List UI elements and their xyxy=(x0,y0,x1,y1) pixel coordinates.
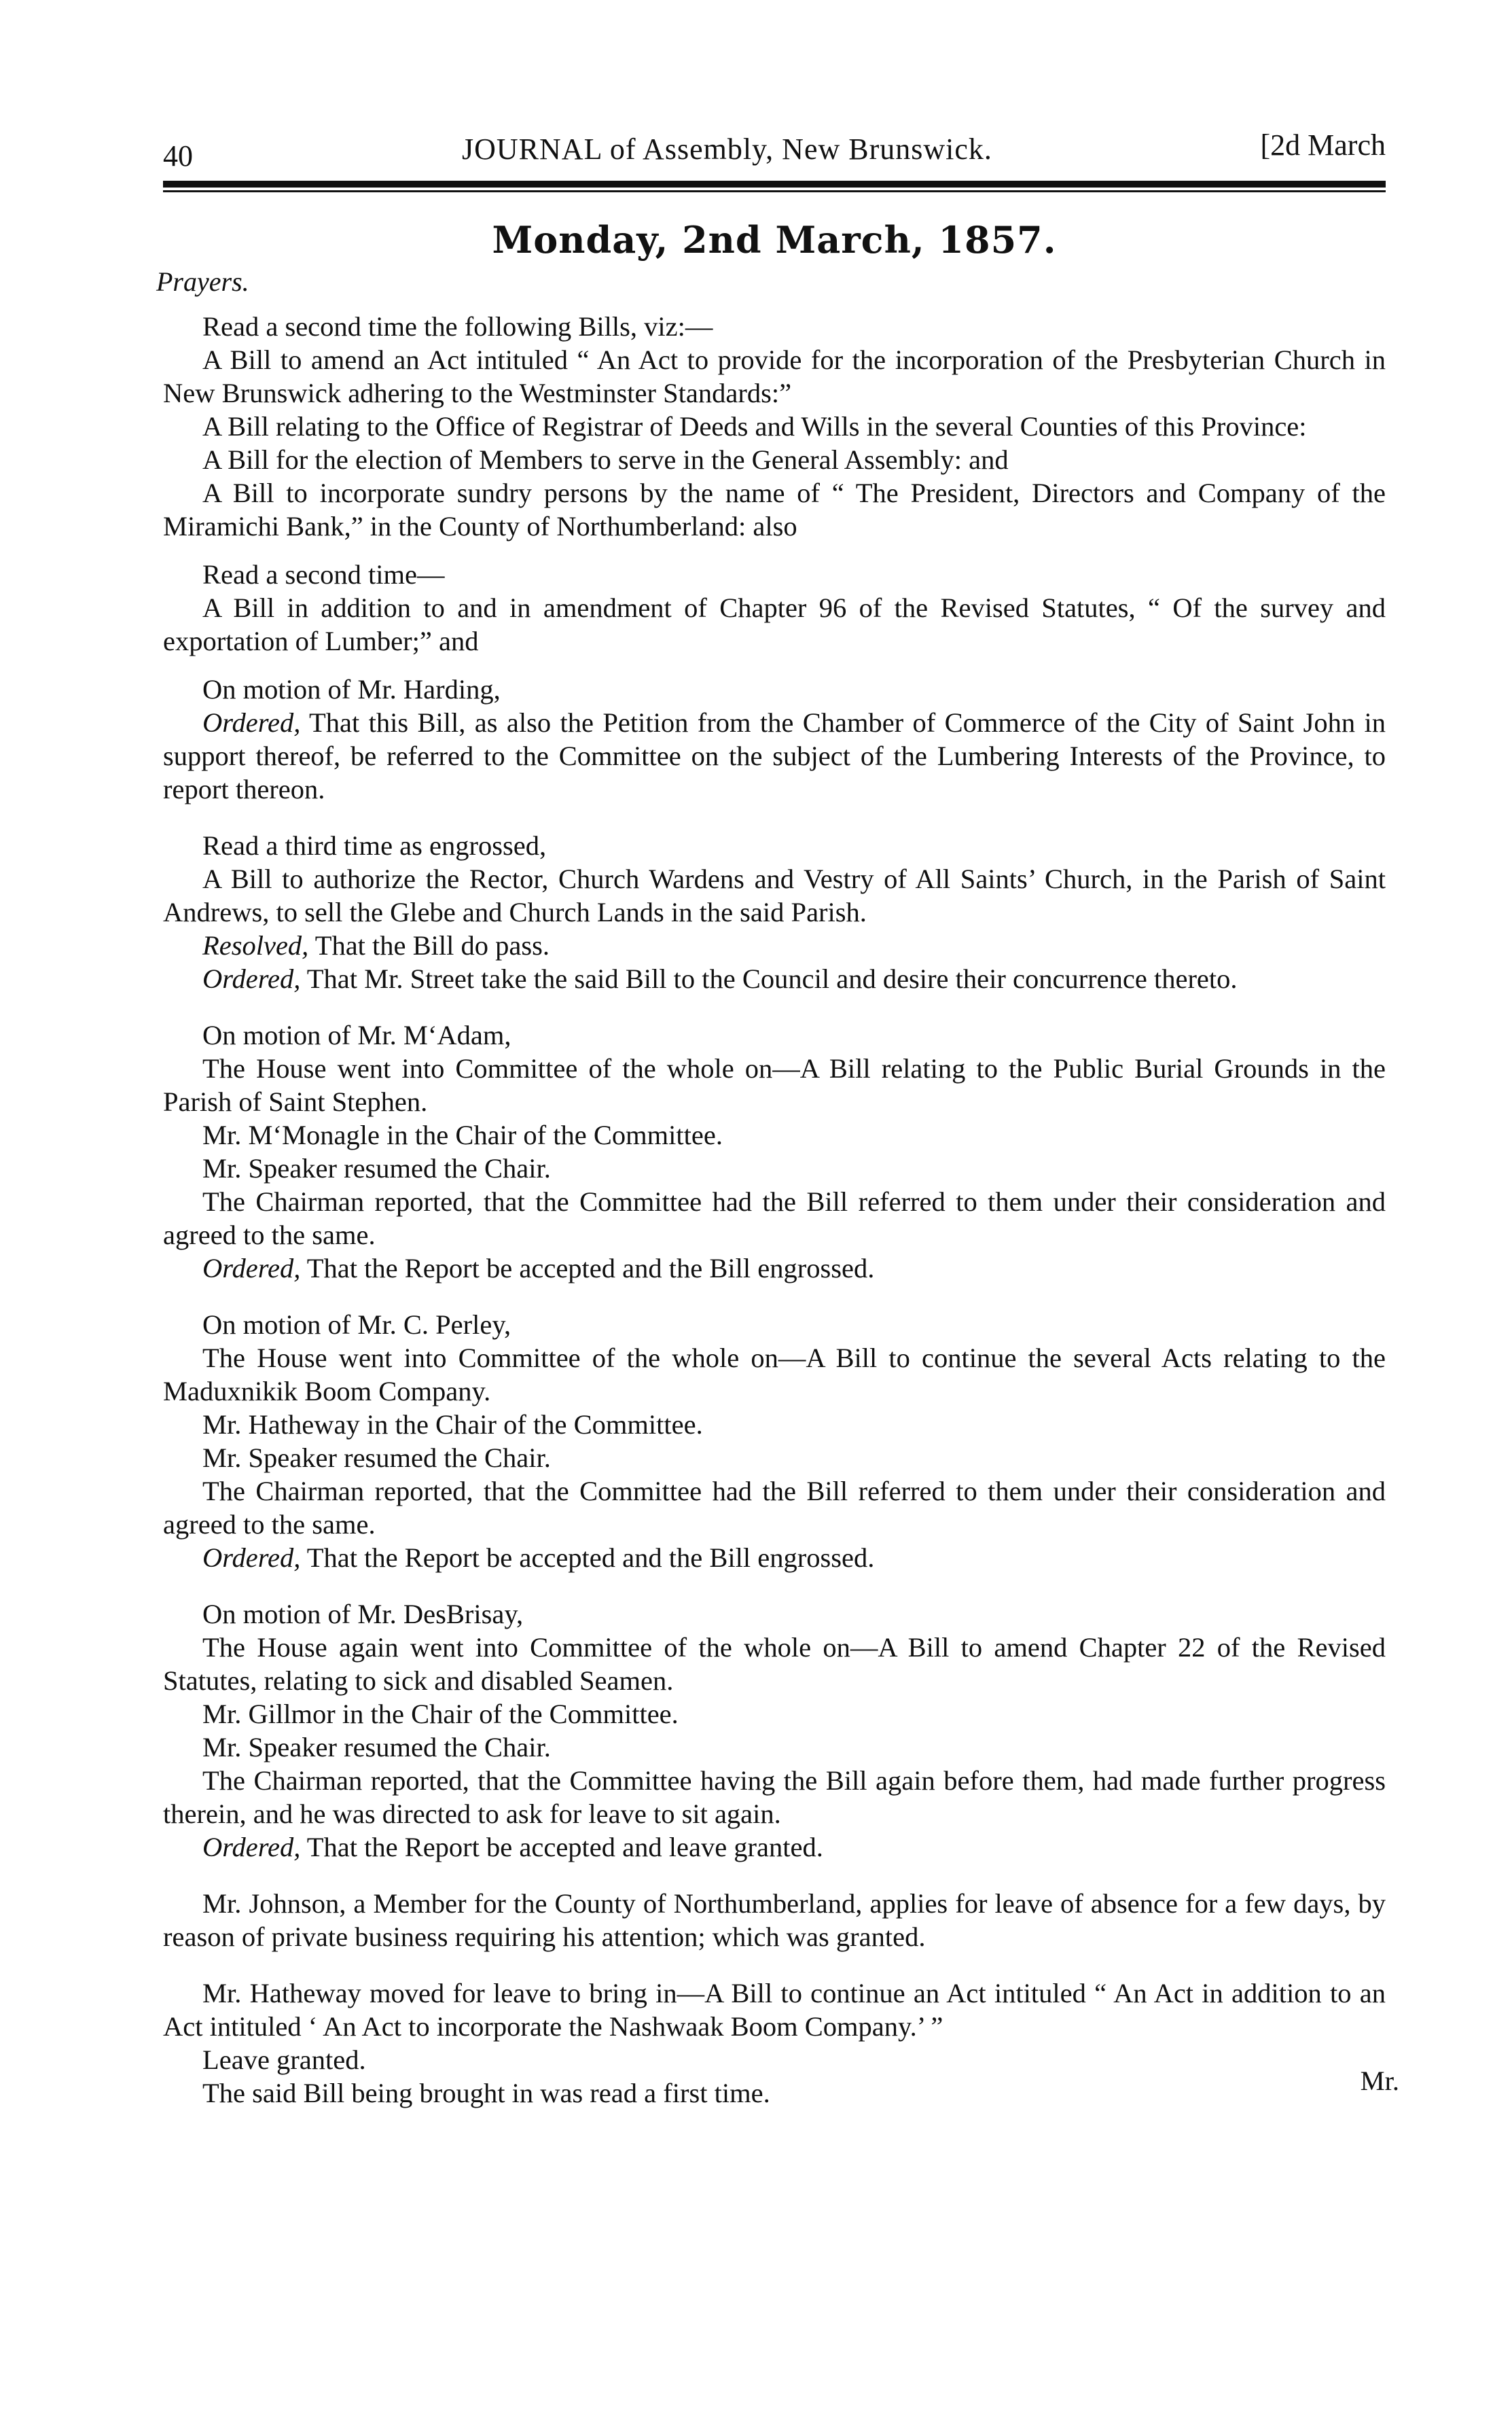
paragraph: The Chairman reported, that the Committee had the Bill referred to them under their consideration and agreed to the same. xyxy=(163,1186,1386,1250)
date-heading: Monday, 2nd March, 1857. xyxy=(492,218,1057,262)
paragraph: Read a second time— xyxy=(202,559,445,590)
paragraph: A Bill for the election of Members to serve in the General Assembly: and xyxy=(202,444,1009,475)
paragraph: Mr. Speaker resumed the Chair. xyxy=(202,1732,551,1762)
paragraph: Ordered, That Mr. Street take the said Bill to the Council and desire their concurrence thereto. xyxy=(202,963,1238,994)
paragraph: A Bill to authorize the Rector, Church Wardens and Vestry of All Saints’ Church, in the Parish of Saint Andrews, to sell the Glebe and Church Lands in the said Parish. xyxy=(163,864,1386,927)
paragraph: The said Bill being brought in was read a first time. Mr. xyxy=(202,2066,1399,2108)
paragraph: The Chairman reported, that the Committee having the Bill again before them, had made further progress therein, and he was directed to ask for leave to sit again. xyxy=(163,1765,1386,1829)
paragraph: Mr. Johnson, a Member for the County of Northumberland, applies for leave of absence for a few days, by reason of private business requiring his attention; which was granted. xyxy=(163,1888,1386,1952)
paragraph: Mr. Hatheway in the Chair of the Committee. xyxy=(202,1409,703,1440)
page-number: 40 xyxy=(163,139,193,173)
paragraph: Mr. Hatheway moved for leave to bring in—A Bill to continue an Act intituled “ An Act in addition to an Act intituled ‘ An Act to incorporate the Nashwaak Boom Company.’ ” xyxy=(163,1978,1386,2042)
journal-title: JOURNAL of Assembly, New Brunswick. xyxy=(462,132,992,166)
paragraph: Resolved, That the Bill do pass. xyxy=(202,930,550,961)
paragraph: The Chairman reported, that the Committee had the Bill referred to them under their consideration and agreed to the same. xyxy=(163,1476,1386,1540)
paragraph: A Bill relating to the Office of Registrar of Deeds and Wills in the several Counties of this Province: xyxy=(202,411,1307,442)
paragraph: On motion of Mr. M‘Adam, xyxy=(202,1020,511,1050)
running-head xyxy=(163,122,1386,177)
paragraph: Read a third time as engrossed, xyxy=(202,830,547,861)
paragraph: The House went into Committee of the whole on—A Bill to continue the several Acts relating to the Maduxnikik Boom Company. xyxy=(163,1343,1386,1406)
paragraph: Mr. Speaker resumed the Chair. xyxy=(202,1153,551,1184)
journal-page xyxy=(156,122,1399,2110)
header-rule-thick xyxy=(163,181,1386,188)
paragraph: Leave granted. xyxy=(202,2044,366,2075)
paragraph: Ordered, That the Report be accepted and the Bill engrossed. xyxy=(202,1542,875,1573)
paragraph: The House again went into Committee of the whole on—A Bill to amend Chapter 22 of the Revised Statutes, relating to sick and disabled Seamen. xyxy=(163,1632,1386,1696)
paragraph: A Bill to incorporate sundry persons by the name of “ The President, Directors and Company of the Miramichi Bank,” in the County of Northumberland: also xyxy=(163,478,1386,542)
paragraph: Mr. Gillmor in the Chair of the Committee. xyxy=(202,1699,679,1729)
prayers-label: Prayers. xyxy=(156,266,249,297)
paragraph: On motion of Mr. DesBrisay, xyxy=(202,1599,524,1629)
paragraph: On motion of Mr. C. Perley, xyxy=(202,1309,511,1340)
paragraph: Read a second time the following Bills, viz:— xyxy=(202,311,713,342)
paragraph: A Bill to amend an Act intituled “ An Act to provide for the incorporation of the Presbyterian Church in New Brunswick adhering to the Westminster Standards:” xyxy=(163,344,1386,408)
date-tag: [2d March xyxy=(1260,128,1386,162)
paragraph: Ordered, That this Bill, as also the Petition from the Chamber of Commerce of the City of Saint John in support thereof, be referred to the Committee on the subject of the Lumbering Interests of the Province, to report thereon. xyxy=(163,707,1386,804)
paragraph: Mr. Speaker resumed the Chair. xyxy=(202,1442,551,1473)
header-rule-thin xyxy=(163,190,1386,192)
journal-body xyxy=(163,310,1399,2110)
paragraph: Mr. M‘Monagle in the Chair of the Committee. xyxy=(202,1120,723,1150)
paragraph: Ordered, That the Report be accepted and the Bill engrossed. xyxy=(202,1253,875,1283)
paragraph: A Bill in addition to and in amendment of Chapter 96 of the Revised Statutes, “ Of the survey and exportation of Lumber;” and xyxy=(163,592,1386,656)
paragraph: Ordered, That the Report be accepted and leave granted. xyxy=(202,1832,823,1862)
paragraph: The House went into Committee of the whole on—A Bill relating to the Public Burial Grounds in the Parish of Saint Stephen. xyxy=(163,1053,1386,1117)
catchword: Mr. xyxy=(1360,2066,1399,2096)
paragraph: On motion of Mr. Harding, xyxy=(202,674,501,705)
